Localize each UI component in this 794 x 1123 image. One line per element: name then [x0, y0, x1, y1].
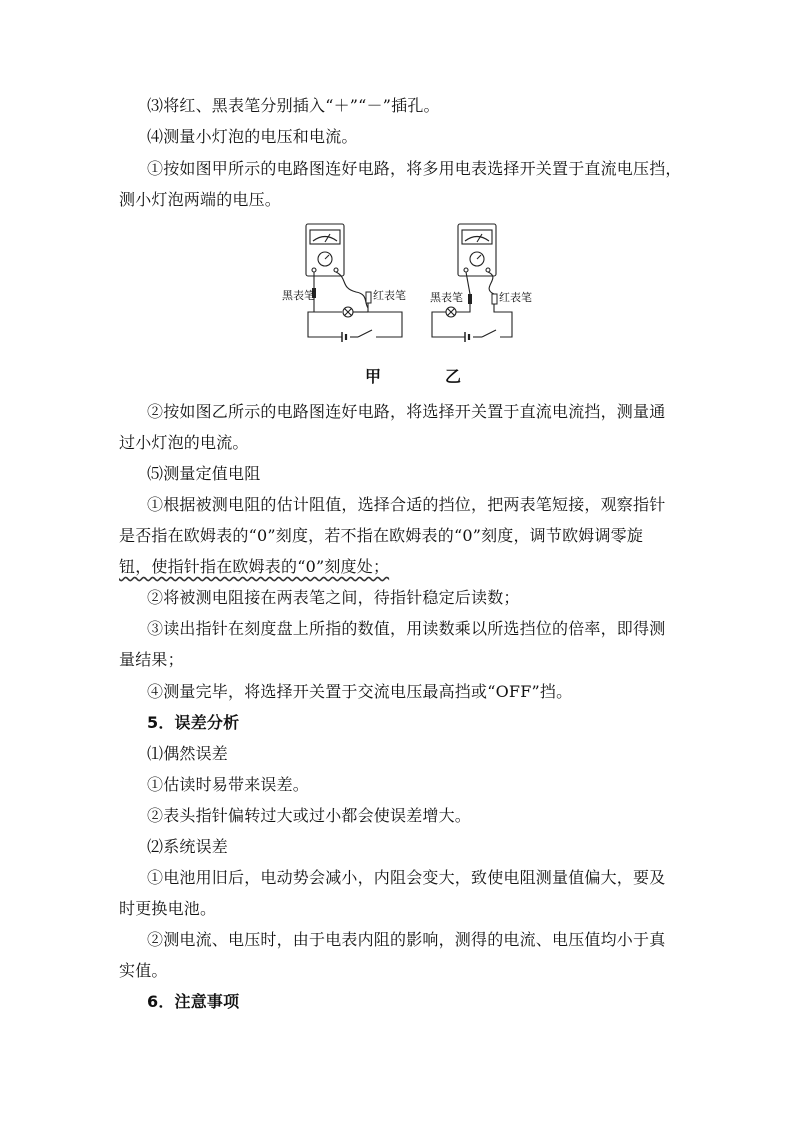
text-line: ④测量完毕，将选择开关置于交流电压最高挡或“OFF”挡。	[147, 682, 573, 701]
text-line: 是否指在欧姆表的“0”刻度，若不指在欧姆表的“0”刻度，调节欧姆调零旋	[119, 526, 644, 545]
text-line: ①电池用旧后，电动势会减小，内阻会变大，致使电阻测量值偏大，要及	[147, 868, 666, 887]
figure-caption-a: 甲	[365, 367, 382, 386]
red-probe-label: 红表笔	[373, 289, 406, 302]
text-line: ①估读时易带来误差。	[147, 775, 310, 794]
text-line: ⑴偶然误差	[147, 744, 229, 763]
text-line: 过小灯泡的电流。	[119, 433, 249, 452]
figure-caption-b: 乙	[445, 367, 462, 386]
text-line: ②将被测电阻接在两表笔之间，待指针稳定后读数；	[147, 588, 520, 607]
text-line: ⑵系统误差	[147, 837, 229, 856]
section-heading: 6．注意事项	[147, 992, 240, 1011]
text-line: ②按如图乙所示的电路图连好电路，将选择开关置于直流电流挡，测量通	[147, 402, 666, 421]
text-line: ①按如图甲所示的电路图连好电路，将多用电表选择开关置于直流电压挡，	[147, 159, 682, 178]
black-probe-label: 黑表笔	[282, 289, 315, 302]
text-line: 时更换电池。	[119, 899, 217, 918]
text-line: 钮，使指针指在欧姆表的“0”刻度处；	[119, 557, 390, 576]
section-heading: 5．误差分析	[147, 713, 240, 732]
text-line: ②表头指针偏转过大或过小都会使误差增大。	[147, 806, 472, 825]
text-line: ①根据被测电阻的估计阻值，选择合适的挡位，把两表笔短接，观察指针	[147, 495, 666, 514]
red-probe-label: 红表笔	[499, 291, 532, 304]
text-line: 实值。	[119, 961, 168, 980]
text-line: ③读出指针在刻度盘上所指的数值，用读数乘以所选挡位的倍率，即得测	[147, 619, 666, 638]
text-line: ②测电流、电压时，由于电表内阻的影响，测得的电流、电压值均小于真	[147, 930, 666, 949]
text-line: 测小灯泡两端的电压。	[119, 190, 282, 209]
text-line: 量结果；	[119, 650, 184, 669]
text-line: ⑶将红、黑表笔分别插入“＋”“－”插孔。	[147, 96, 440, 115]
text-line: ⑷测量小灯泡的电压和电流。	[147, 127, 358, 146]
black-probe-label: 黑表笔	[430, 291, 463, 304]
text-line: ⑸测量定值电阻	[147, 464, 261, 483]
multimeter-a-icon	[306, 224, 344, 276]
multimeter-b-icon	[458, 224, 496, 276]
circuit-diagram	[280, 222, 550, 354]
